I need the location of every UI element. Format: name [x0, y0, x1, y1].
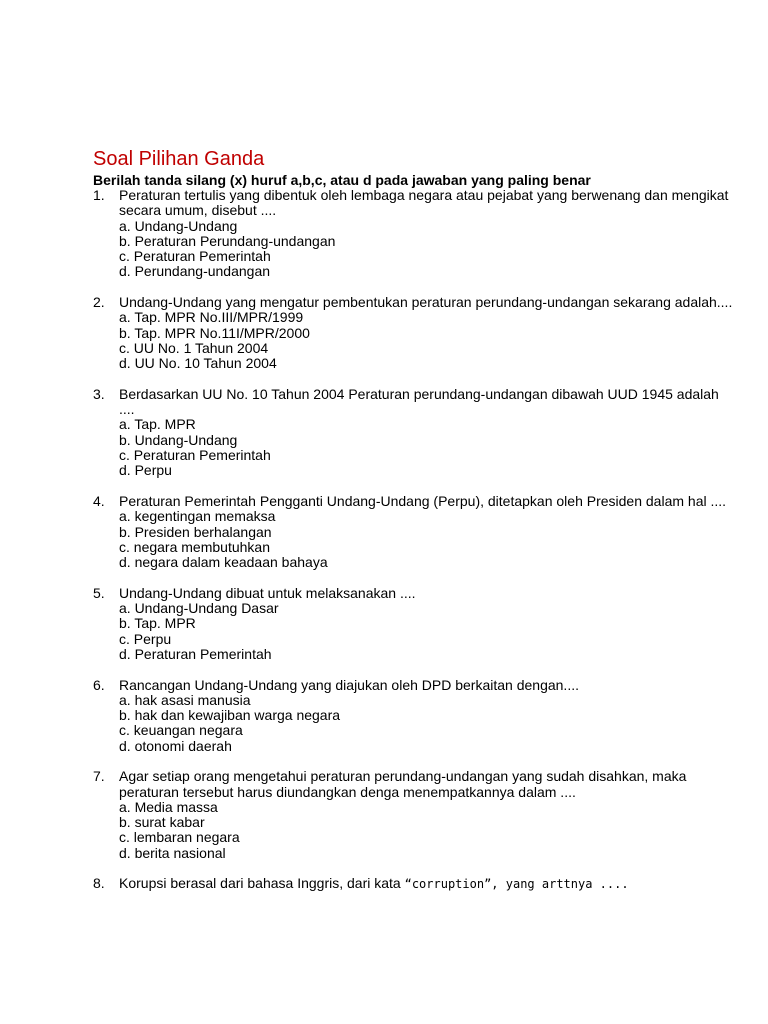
option-b: b. Tap. MPR No.11I/MPR/2000	[119, 324, 310, 341]
question-7	[93, 769, 733, 861]
option-d: d. berita nasional	[119, 844, 226, 861]
question-text: Peraturan tertulis yang dibentuk oleh lembaga negara atau pejabat yang berwenang dan mengikat secara umum, disebut ....	[119, 187, 729, 219]
option-d: d. negara dalam keadaan bahaya	[119, 554, 328, 571]
option-a: a. Media massa	[119, 798, 218, 815]
question-number: 3.	[93, 385, 105, 402]
question-number: 1.	[93, 187, 105, 203]
option-d: d. Perundang-undangan	[119, 263, 271, 280]
option-a: a. kegentingan memaksa	[119, 508, 276, 525]
question-number: 4.	[93, 492, 105, 509]
option-b: b. hak dan kewajiban warga negara	[119, 707, 341, 724]
question-text-main: Korupsi berasal dari bahasa Inggris, dari kata	[119, 875, 405, 892]
question-5	[93, 586, 733, 662]
option-c: c. UU No. 1 Tahun 2004	[119, 339, 269, 356]
question-number: 2.	[93, 294, 105, 311]
option-b: b. Peraturan Perundang-undangan	[119, 232, 336, 249]
page-title: Soal Pilihan Ganda	[93, 148, 265, 170]
option-b: b. Tap. MPR	[119, 615, 196, 632]
option-a: a. Tap. MPR	[119, 416, 196, 433]
question-4	[93, 494, 733, 570]
option-c: c. Peraturan Pemerintah	[119, 248, 271, 265]
option-b: b. Presiden berhalangan	[119, 523, 272, 540]
option-a: a. Tap. MPR No.III/MPR/1999	[119, 309, 304, 326]
document-page	[93, 146, 733, 893]
question-2	[93, 295, 733, 371]
question-number: 5.	[93, 584, 105, 601]
question-text: Peraturan Pemerintah Pengganti Undang-Undang (Perpu), ditetapkan oleh Presiden dalam hal ....	[119, 492, 727, 509]
question-text: Undang-Undang dibuat untuk melaksanakan ....	[119, 584, 416, 601]
option-c: c. Peraturan Pemerintah	[119, 447, 271, 464]
option-a: a. Undang-Undang Dasar	[119, 600, 279, 617]
option-c: c. lembaran negara	[119, 829, 240, 846]
option-a: a. hak asasi manusia	[119, 691, 251, 708]
option-d: d. otonomi daerah	[119, 737, 232, 754]
option-b: b. Undang-Undang	[119, 431, 238, 448]
option-c: c. keuangan negara	[119, 722, 243, 739]
question-number: 6.	[93, 676, 105, 693]
option-d: d. Perpu	[119, 462, 172, 479]
question-text: Berdasarkan UU No. 10 Tahun 2004 Peraturan perundang-undangan dibawah UUD 1945 adalah ....	[119, 385, 719, 418]
question-8	[93, 876, 733, 892]
option-c: c. negara membutuhkan	[119, 538, 270, 555]
question-6	[93, 678, 733, 754]
instruction-text: Berilah tanda silang (x) huruf a,b,c, atau d pada jawaban yang paling benar	[93, 172, 591, 188]
option-d: d. UU No. 10 Tahun 2004	[119, 355, 277, 372]
option-d: d. Peraturan Pemerintah	[119, 645, 272, 662]
question-3	[93, 387, 733, 479]
option-c: c. Perpu	[119, 630, 172, 647]
option-a: a. Undang-Undang	[119, 217, 238, 234]
question-text: Rancangan Undang-Undang yang diajukan oleh DPD berkaitan dengan....	[119, 676, 579, 693]
question-text: Agar setiap orang mengetahui peraturan perundang-undangan yang sudah disahkan, maka peraturan tersebut harus diundangkan denga menempatkannya dalam ....	[119, 768, 687, 800]
question-1	[93, 188, 733, 280]
question-text-quote: “corruption”, yang arttnya ....	[404, 877, 629, 892]
question-text: Undang-Undang yang mengatur pembentukan peraturan perundang-undangan sekarang adalah....	[119, 294, 733, 311]
question-number: 8.	[93, 875, 105, 892]
question-text	[119, 876, 733, 892]
option-b: b. surat kabar	[119, 814, 205, 831]
question-number: 7.	[93, 768, 105, 785]
